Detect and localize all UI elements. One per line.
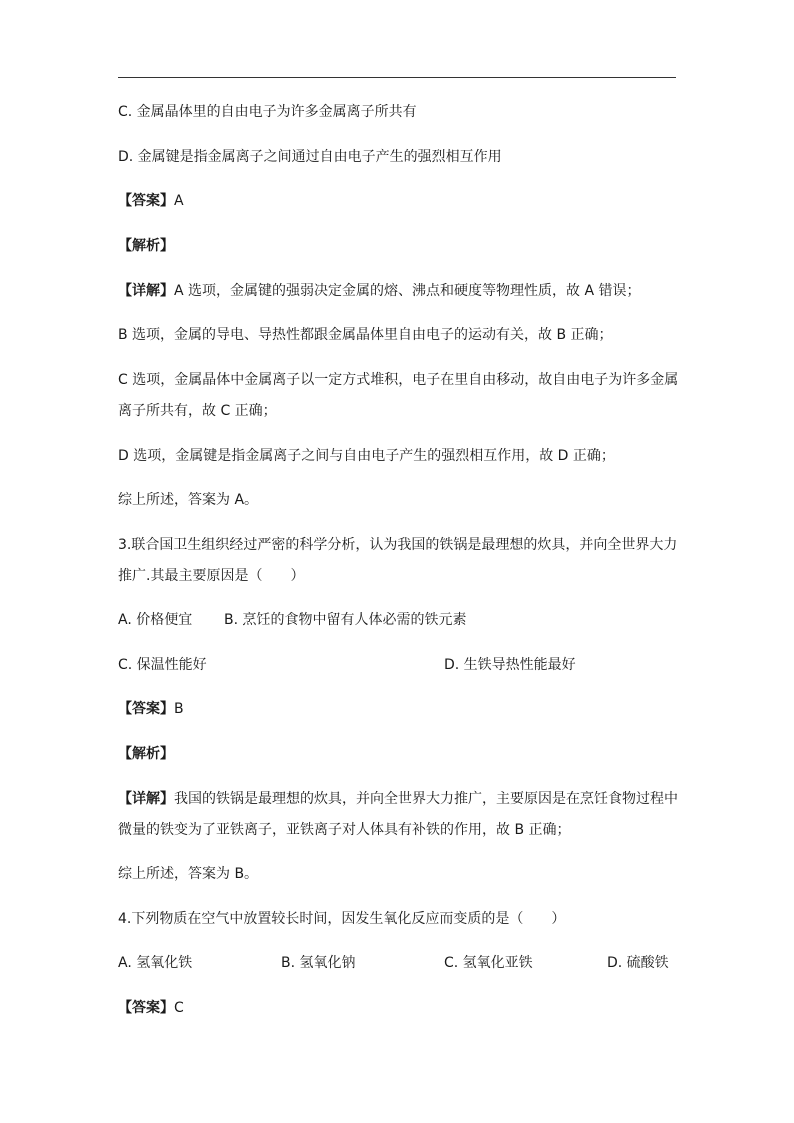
q2-summary: 综上所述，答案为 A。 bbox=[118, 492, 259, 508]
q3-detail-2: 微量的铁变为了亚铁离子，亚铁离子对人体具有补铁的作用，故 B 正确； bbox=[118, 822, 571, 838]
q4-option-b: B. 氢氧化钠 bbox=[281, 955, 356, 971]
q2-detail-4: D 选项，金属键是指金属离子之间与自由电子产生的强烈相互作用，故 D 正确； bbox=[118, 448, 615, 464]
q3-option-c: C. 保温性能好 bbox=[118, 657, 207, 673]
detail-label: 【详解】 bbox=[118, 283, 174, 299]
header-rule bbox=[118, 77, 676, 78]
q4-stem: 4.下列物质在空气中放置较长时间，因发生氧化反应而变质的是（ ） bbox=[118, 911, 566, 927]
q3-answer bbox=[118, 699, 184, 719]
q3-option-b: B. 烹饪的食物中留有人体必需的铁元素 bbox=[224, 612, 467, 628]
q3-stem-1: 3.联合国卫生组织经过严密的科学分析，认为我国的铁锅是最理想的炊具，并向全世界大力 bbox=[118, 537, 678, 553]
q3-detail-1 bbox=[118, 789, 678, 809]
answer-value: B bbox=[174, 701, 184, 717]
q4-option-c: C. 氢氧化亚铁 bbox=[444, 955, 533, 971]
q2-detail-3a: C 选项，金属晶体中金属离子以一定方式堆积，电子在里自由移动，故自由电子为许多金属 bbox=[118, 372, 679, 388]
detail-text: 我国的铁锅是最理想的炊具，并向全世界大力推广，主要原因是在烹饪食物过程中 bbox=[174, 791, 678, 807]
q3-summary: 综上所述，答案为 B。 bbox=[118, 866, 259, 882]
q2-detail-3b: 离子所共有，故 C 正确； bbox=[118, 403, 277, 419]
answer-label: 【答案】 bbox=[118, 701, 174, 717]
detail-label: 【详解】 bbox=[118, 791, 174, 807]
q3-option-a: A. 价格便宜 bbox=[118, 612, 193, 628]
q2-analysis-label: 【解析】 bbox=[118, 238, 174, 254]
answer-value: A bbox=[174, 193, 184, 209]
q2-detail-2: B 选项，金属的导电、导热性都跟金属晶体里自由电子的运动有关，故 B 正确； bbox=[118, 327, 613, 343]
q3-option-d: D. 生铁导热性能最好 bbox=[444, 657, 576, 673]
answer-label: 【答案】 bbox=[118, 193, 174, 209]
q4-option-a: A. 氢氧化铁 bbox=[118, 955, 193, 971]
q4-answer bbox=[118, 998, 184, 1018]
answer-value: C bbox=[174, 1000, 184, 1016]
q2-answer bbox=[118, 191, 184, 211]
answer-label: 【答案】 bbox=[118, 1000, 174, 1016]
q2-option-d: D. 金属键是指金属离子之间通过自由电子产生的强烈相互作用 bbox=[118, 149, 502, 165]
q3-analysis-label: 【解析】 bbox=[118, 746, 174, 762]
detail-text: A 选项，金属键的强弱决定金属的熔、沸点和硬度等物理性质，故 A 错误； bbox=[174, 283, 641, 299]
q3-stem-2: 推广.其最主要原因是（ ） bbox=[118, 568, 305, 584]
q2-detail-1 bbox=[118, 281, 641, 301]
q4-option-d: D. 硫酸铁 bbox=[607, 955, 669, 971]
q2-option-c: C. 金属晶体里的自由电子为许多金属离子所共有 bbox=[118, 104, 417, 120]
